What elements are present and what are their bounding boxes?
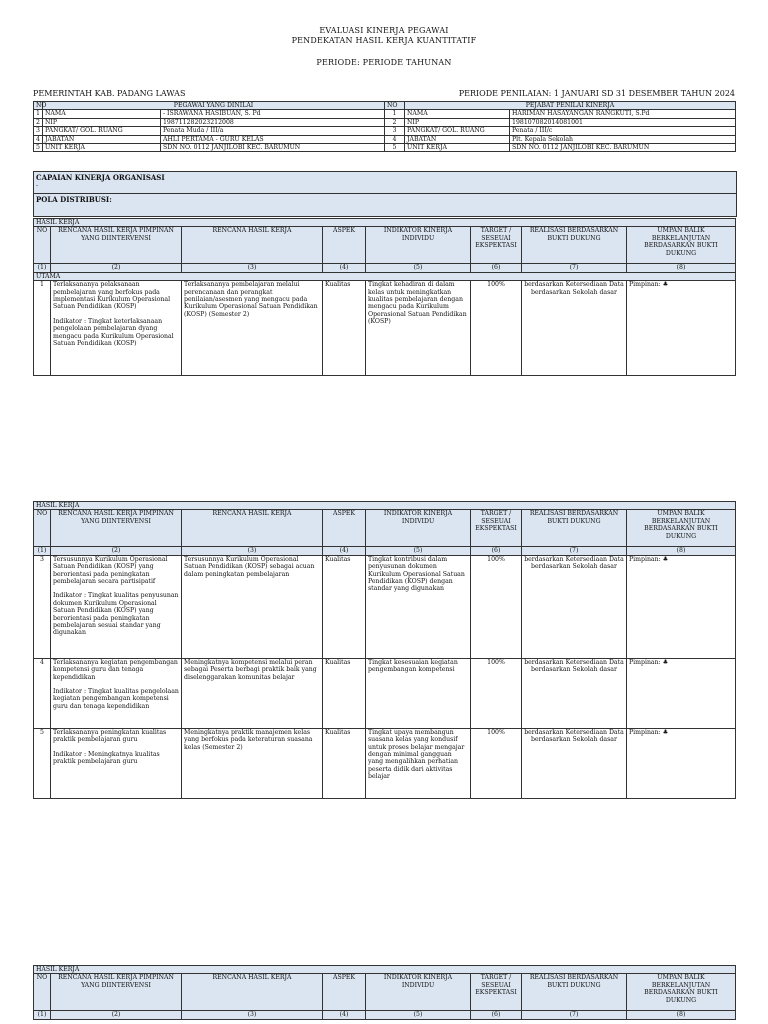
col-num: (5) bbox=[366, 1011, 471, 1019]
pegawai-value: Penata Muda / III/a bbox=[161, 127, 385, 135]
row-umpan: Pimpinan: ♣ bbox=[627, 658, 736, 728]
pegawai-header: PEGAWAI YANG DINILAI bbox=[43, 102, 385, 110]
doc-period: PERIODE: PERIODE TAHUNAN bbox=[316, 58, 452, 67]
col-num: (4) bbox=[323, 264, 366, 272]
row-label: NAMA bbox=[405, 110, 510, 118]
col-num: (8) bbox=[627, 1011, 736, 1019]
col-indikator-header: INDIKATOR KINERJA INDIVIDU bbox=[366, 227, 471, 264]
people-row bbox=[34, 127, 736, 135]
row-no: 5 bbox=[34, 144, 43, 152]
col-num: (7) bbox=[522, 1011, 627, 1019]
row-aspek: Kualitas bbox=[323, 658, 366, 728]
pegawai-value: 198711282023212008 bbox=[161, 118, 385, 126]
people-row bbox=[34, 118, 736, 126]
pola-title: POLA DISTRIBUSI: bbox=[36, 195, 112, 204]
row-no: 4 bbox=[385, 135, 405, 143]
col-no-header: NO bbox=[34, 974, 51, 1011]
col-num: (6) bbox=[471, 547, 522, 555]
col-indikator-header: INDIKATOR KINERJA INDIVIDU bbox=[366, 974, 471, 1011]
row-realisasi: berdasarkan Ketersediaan Data berdasarkan Sekolah dasar bbox=[522, 658, 627, 728]
row-label: NIP bbox=[43, 118, 161, 126]
table-row bbox=[34, 281, 736, 376]
row-no: 1 bbox=[34, 281, 51, 376]
col-num: (2) bbox=[51, 1011, 182, 1019]
col-num: (6) bbox=[471, 1011, 522, 1019]
no-header: NO bbox=[385, 102, 405, 110]
col-no-header: NO bbox=[34, 510, 51, 547]
col-target-header: TARGET / SESEUAI EKSPEKTASI bbox=[471, 974, 522, 1011]
row-label: NIP bbox=[405, 118, 510, 126]
pejabat-header: PEJABAT PENILAI KINERJA bbox=[405, 102, 736, 110]
col-num: (4) bbox=[323, 1011, 366, 1019]
row-rencana: Tersusunnya Kurikulum Operasional Satuan Pendidikan (KOSP) sebagai acuan dalam peningkatan pembelajaran bbox=[182, 555, 323, 658]
row-label: PANGKAT/ GOL. RUANG bbox=[43, 127, 161, 135]
hasil-kerja-title: HASIL KERJA bbox=[34, 219, 736, 227]
capaian-section bbox=[33, 171, 737, 194]
pimpinan-text: Terlaksananya kegiatan pengembangan kompetensi guru dan tenaga kependidikan bbox=[53, 658, 178, 681]
hasil-kerja-table-3 bbox=[33, 965, 736, 1020]
row-umpan: Pimpinan: ♣ bbox=[627, 555, 736, 658]
table-row bbox=[34, 728, 736, 798]
pimpinan-text: Terlaksananya peningkatan kualitas praktik pembelajaran guru bbox=[53, 728, 167, 744]
col-num: (4) bbox=[323, 547, 366, 555]
col-number-row bbox=[34, 547, 736, 555]
pegawai-value: AHLI PERTAMA - GURU KELAS bbox=[161, 135, 385, 143]
row-target: 100% bbox=[471, 728, 522, 798]
row-target: 100% bbox=[471, 658, 522, 728]
col-pimpinan-header: RENCANA HASIL KERJA PIMPINAN YANG DIINTERVENSI bbox=[51, 227, 182, 264]
people-header-row bbox=[34, 102, 736, 110]
row-no: 5 bbox=[385, 144, 405, 152]
row-realisasi: berdasarkan Ketersediaan Data berdasarkan Sekolah dasar bbox=[522, 728, 627, 798]
row-no: 3 bbox=[34, 127, 43, 135]
people-table bbox=[33, 101, 736, 152]
hasil-header-row bbox=[34, 974, 736, 1011]
col-target-header: TARGET / SESEUAI EKSPEKTASI bbox=[471, 227, 522, 264]
col-num: (3) bbox=[182, 264, 323, 272]
hasil-kerja-table-1 bbox=[33, 218, 736, 376]
table-row bbox=[34, 555, 736, 658]
pimpinan-text: Tersusunnya Kurikulum Operasional Satuan Pendidikan (KOSP) yang berorientasi pada peningkatan pembelajaran secara partisipatif bbox=[53, 555, 168, 586]
pejabat-value: Penata / III/c bbox=[510, 127, 736, 135]
col-num: (1) bbox=[34, 1011, 51, 1019]
row-pimpinan bbox=[51, 658, 182, 728]
col-num: (5) bbox=[366, 547, 471, 555]
row-rencana: Meningkatnya kompetensi melalui peran sebagai Peserta berbagi praktik baik yang diselenggarakan komunitas belajar bbox=[182, 658, 323, 728]
pimpinan-indikator: Indikator : Tingkat keterlaksanaan pengelolaan pembelajaran dyang mengacu pada Kurikulum Operasional Satuan Pendidikan (KOSP) bbox=[53, 317, 174, 348]
row-indikator: Tingkat upaya membangun suasana kelas yang kondusif untuk proses belajar mengajar dengan minimal gangguan yang mengalihkan perhatian peserta didik dari aktivitas belajar bbox=[366, 728, 471, 798]
people-row bbox=[34, 135, 736, 143]
pejabat-value: SDN NO. 0112 JANJILOBI KEC. BARUMUN bbox=[510, 144, 736, 152]
pegawai-value: SDN NO. 0112 JANJILOBI KEC. BARUMUN bbox=[161, 144, 385, 152]
pejabat-value: HARIMAN HASAYANGAN RANGKUTI, S.Pd bbox=[510, 110, 736, 118]
col-pimpinan-header: RENCANA HASIL KERJA PIMPINAN YANG DIINTERVENSI bbox=[51, 974, 182, 1011]
row-aspek: Kualitas bbox=[323, 728, 366, 798]
col-rencana-header: RENCANA HASIL KERJA bbox=[182, 510, 323, 547]
row-pimpinan bbox=[51, 555, 182, 658]
instansi-label: PEMERINTAH KAB. PADANG LAWAS bbox=[33, 89, 186, 98]
periode-label: PERIODE PENILAIAN: 1 JANUARI SD 31 DESEMBER TAHUN 2024 bbox=[458, 89, 735, 98]
col-number-row bbox=[34, 1011, 736, 1019]
row-no: 3 bbox=[385, 127, 405, 135]
hasil-header-row bbox=[34, 227, 736, 264]
row-no: 2 bbox=[34, 118, 43, 126]
row-realisasi: berdasarkan Ketersediaan Data berdasarkan Sekolah dasar bbox=[522, 555, 627, 658]
col-indikator-header: INDIKATOR KINERJA INDIVIDU bbox=[366, 510, 471, 547]
col-num: (6) bbox=[471, 264, 522, 272]
col-num: (3) bbox=[182, 547, 323, 555]
pola-section bbox=[33, 193, 737, 217]
hasil-kerja-title: HASIL KERJA bbox=[34, 502, 736, 510]
row-label: JABATAN bbox=[405, 135, 510, 143]
row-indikator: Tingkat kesesuaian kegiatan pengembangan kompetensi bbox=[366, 658, 471, 728]
pimpinan-indikator: Indikator : Tingkat kualitas penyusunan dokumen Kurikulum Operasional Satuan Pendidikan (KOSP) yang berorientasi pada peningkatan pembelajaran sesuai standar yang digunakan bbox=[53, 592, 179, 637]
capaian-title: CAPAIAN KINERJA ORGANISASI bbox=[36, 173, 165, 182]
col-number-row bbox=[34, 264, 736, 272]
col-aspek-header: ASPEK bbox=[323, 974, 366, 1011]
row-pimpinan bbox=[51, 728, 182, 798]
people-row bbox=[34, 110, 736, 118]
col-realisasi-header: REALISASI BERDASARKAN BUKTI DUKUNG bbox=[522, 510, 627, 547]
col-umpan-header: UMPAN BALIK BERKELANJUTAN BERDASARKAN BUKTI DUKUNG bbox=[627, 510, 736, 547]
no-header: NO bbox=[34, 102, 43, 110]
row-target: 100% bbox=[471, 555, 522, 658]
row-label: UNIT KERJA bbox=[43, 144, 161, 152]
col-num: (8) bbox=[627, 547, 736, 555]
col-num: (5) bbox=[366, 264, 471, 272]
utama-label: UTAMA bbox=[34, 272, 736, 280]
col-realisasi-header: REALISASI BERDASARKAN BUKTI DUKUNG bbox=[522, 227, 627, 264]
row-rencana: Terlaksananya pembelajaran melalui perencanaan dan perangkat penilaian/asesmen yang mengacu pada Kurikulum Operasional Satuan Pendidikan (KOSP) (Semester 2) bbox=[182, 281, 323, 376]
pejabat-value: 198107082014081001 bbox=[510, 118, 736, 126]
row-realisasi: berdasarkan Ketersediaan Data berdasarkan Sekolah dasar bbox=[522, 281, 627, 376]
col-rencana-header: RENCANA HASIL KERJA bbox=[182, 974, 323, 1011]
col-no-header: NO bbox=[34, 227, 51, 264]
row-aspek: Kualitas bbox=[323, 555, 366, 658]
col-num: (7) bbox=[522, 547, 627, 555]
row-no: 1 bbox=[34, 110, 43, 118]
row-label: UNIT KERJA bbox=[405, 144, 510, 152]
row-indikator: Tingkat kontribusi dalam penyusunan dokumen Kurikulum Operasional Satuan Pendidikan (KOSP) dengan standar yang digunakan bbox=[366, 555, 471, 658]
row-indikator: Tingkat kehadiran di dalam kelas untuk meningkatkan kualitas pembelajaran dengan mengacu pada Kurikulum Operasional Satuan Pendidikan (KOSP) bbox=[366, 281, 471, 376]
row-aspek: Kualitas bbox=[323, 281, 366, 376]
row-label: JABATAN bbox=[43, 135, 161, 143]
row-no: 2 bbox=[385, 118, 405, 126]
doc-subtitle: PENDEKATAN HASIL KERJA KUANTITATIF bbox=[291, 36, 477, 45]
row-no: 4 bbox=[34, 658, 51, 728]
col-umpan-header: UMPAN BALIK BERKELANJUTAN BERDASARKAN BUKTI DUKUNG bbox=[627, 227, 736, 264]
doc-title: EVALUASI KINERJA PEGAWAI bbox=[319, 26, 449, 35]
col-num: (2) bbox=[51, 264, 182, 272]
col-num: (1) bbox=[34, 264, 51, 272]
pejabat-value: Plt. Kepala Sekolah bbox=[510, 135, 736, 143]
col-pimpinan-header: RENCANA HASIL KERJA PIMPINAN YANG DIINTERVENSI bbox=[51, 510, 182, 547]
row-target: 100% bbox=[471, 281, 522, 376]
col-num: (3) bbox=[182, 1011, 323, 1019]
col-num: (8) bbox=[627, 264, 736, 272]
col-num: (1) bbox=[34, 547, 51, 555]
row-no: 5 bbox=[34, 728, 51, 798]
row-no: 1 bbox=[385, 110, 405, 118]
capaian-value: - bbox=[36, 182, 39, 189]
row-umpan: Pimpinan: ♣ bbox=[627, 728, 736, 798]
row-label: NAMA bbox=[43, 110, 161, 118]
col-aspek-header: ASPEK bbox=[323, 510, 366, 547]
hasil-kerja-title: HASIL KERJA bbox=[34, 966, 736, 974]
row-no: 3 bbox=[34, 555, 51, 658]
pimpinan-indikator: Indikator : Meningkatnya kualitas praktik pembelajaran guru bbox=[53, 750, 160, 766]
pimpinan-indikator: Indikator : Tingkat kualitas pengelolaan kegiatan pengembangan kompetensi guru dan tenaga kependidikan bbox=[53, 688, 179, 710]
row-rencana: Meningkatnya praktik manajemen kelas yang berfokus pada keteraturan suasana kelas (Semester 2) bbox=[182, 728, 323, 798]
people-row bbox=[34, 144, 736, 152]
pimpinan-text: Terlaksananya pelaksanaan pembelajaran yang berfokus pada implementasi Kurikulum Operasional Satuan Pendidikan (KOSP) bbox=[53, 281, 171, 311]
table-row bbox=[34, 658, 736, 728]
hasil-header-row bbox=[34, 510, 736, 547]
col-target-header: TARGET / SESEUAI EKSPEKTASI bbox=[471, 510, 522, 547]
row-pimpinan bbox=[51, 281, 182, 376]
pegawai-value: - ISRAWANA HASIBUAN, S. Pd bbox=[161, 110, 385, 118]
col-rencana-header: RENCANA HASIL KERJA bbox=[182, 227, 323, 264]
hasil-kerja-table-2 bbox=[33, 501, 736, 799]
row-no: 4 bbox=[34, 135, 43, 143]
col-num: (2) bbox=[51, 547, 182, 555]
col-umpan-header: UMPAN BALIK BERKELANJUTAN BERDASARKAN BUKTI DUKUNG bbox=[627, 974, 736, 1011]
row-umpan: Pimpinan: ♣ bbox=[627, 281, 736, 376]
col-aspek-header: ASPEK bbox=[323, 227, 366, 264]
col-num: (7) bbox=[522, 264, 627, 272]
row-label: PANGKAT/ GOL. RUANG bbox=[405, 127, 510, 135]
col-realisasi-header: REALISASI BERDASARKAN BUKTI DUKUNG bbox=[522, 974, 627, 1011]
